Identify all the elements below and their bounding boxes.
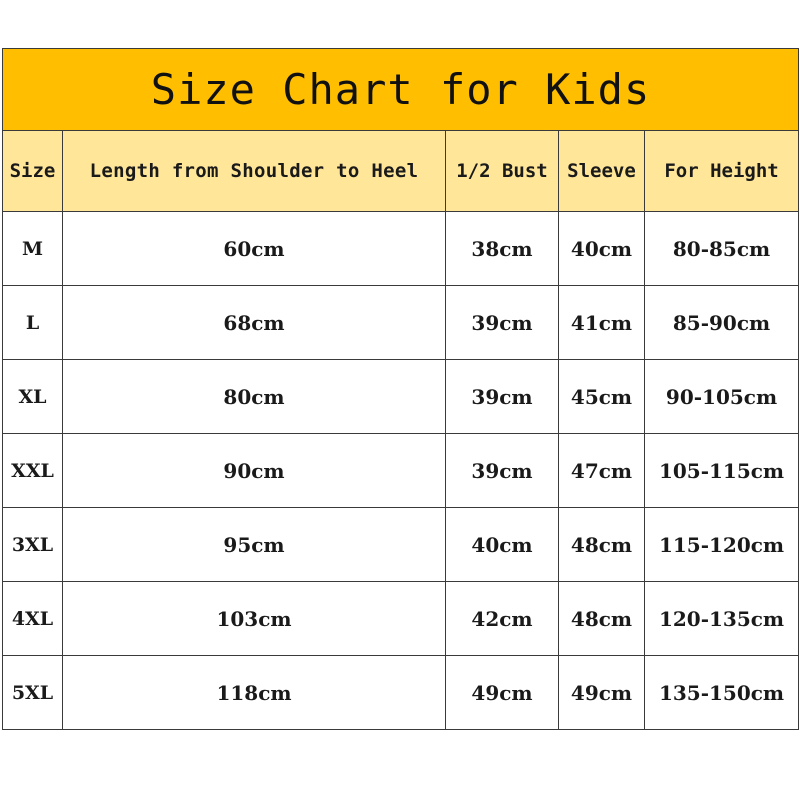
height-cell: 115-120cm	[645, 508, 799, 582]
sleeve-cell: 45cm	[559, 360, 645, 434]
bust-cell: 39cm	[446, 286, 559, 360]
table-row	[3, 434, 799, 508]
size-cell: XXL	[3, 434, 63, 508]
height-cell: 90-105cm	[645, 360, 799, 434]
table-row	[3, 582, 799, 656]
column-header-size: Size	[3, 131, 63, 212]
size-cell: M	[3, 212, 63, 286]
length-cell: 95cm	[63, 508, 446, 582]
bust-cell: 38cm	[446, 212, 559, 286]
column-header-height: For Height	[645, 131, 799, 212]
bust-cell: 39cm	[446, 434, 559, 508]
table-row	[3, 508, 799, 582]
height-cell: 80-85cm	[645, 212, 799, 286]
bust-cell: 40cm	[446, 508, 559, 582]
length-cell: 68cm	[63, 286, 446, 360]
sleeve-cell: 41cm	[559, 286, 645, 360]
size-cell: L	[3, 286, 63, 360]
size-cell: 5XL	[3, 656, 63, 730]
height-cell: 120-135cm	[645, 582, 799, 656]
table-row	[3, 286, 799, 360]
sleeve-cell: 40cm	[559, 212, 645, 286]
size-cell: 3XL	[3, 508, 63, 582]
length-cell: 103cm	[63, 582, 446, 656]
table-row	[3, 360, 799, 434]
sleeve-cell: 49cm	[559, 656, 645, 730]
column-header-sleeve: Sleeve	[559, 131, 645, 212]
length-cell: 60cm	[63, 212, 446, 286]
height-cell: 85-90cm	[645, 286, 799, 360]
height-cell: 105-115cm	[645, 434, 799, 508]
length-cell: 80cm	[63, 360, 446, 434]
table-row	[3, 656, 799, 730]
size-cell: 4XL	[3, 582, 63, 656]
height-cell: 135-150cm	[645, 656, 799, 730]
size-cell: XL	[3, 360, 63, 434]
sleeve-cell: 48cm	[559, 582, 645, 656]
table-row	[3, 212, 799, 286]
chart-title: Size Chart for Kids	[3, 49, 799, 131]
title-row	[3, 49, 799, 131]
column-header-length: Length from Shoulder to Heel	[63, 131, 446, 212]
length-cell: 90cm	[63, 434, 446, 508]
header-row	[3, 131, 799, 212]
column-header-bust: 1/2 Bust	[446, 131, 559, 212]
sleeve-cell: 47cm	[559, 434, 645, 508]
size-chart-table	[2, 48, 799, 730]
bust-cell: 39cm	[446, 360, 559, 434]
bust-cell: 42cm	[446, 582, 559, 656]
bust-cell: 49cm	[446, 656, 559, 730]
sleeve-cell: 48cm	[559, 508, 645, 582]
length-cell: 118cm	[63, 656, 446, 730]
